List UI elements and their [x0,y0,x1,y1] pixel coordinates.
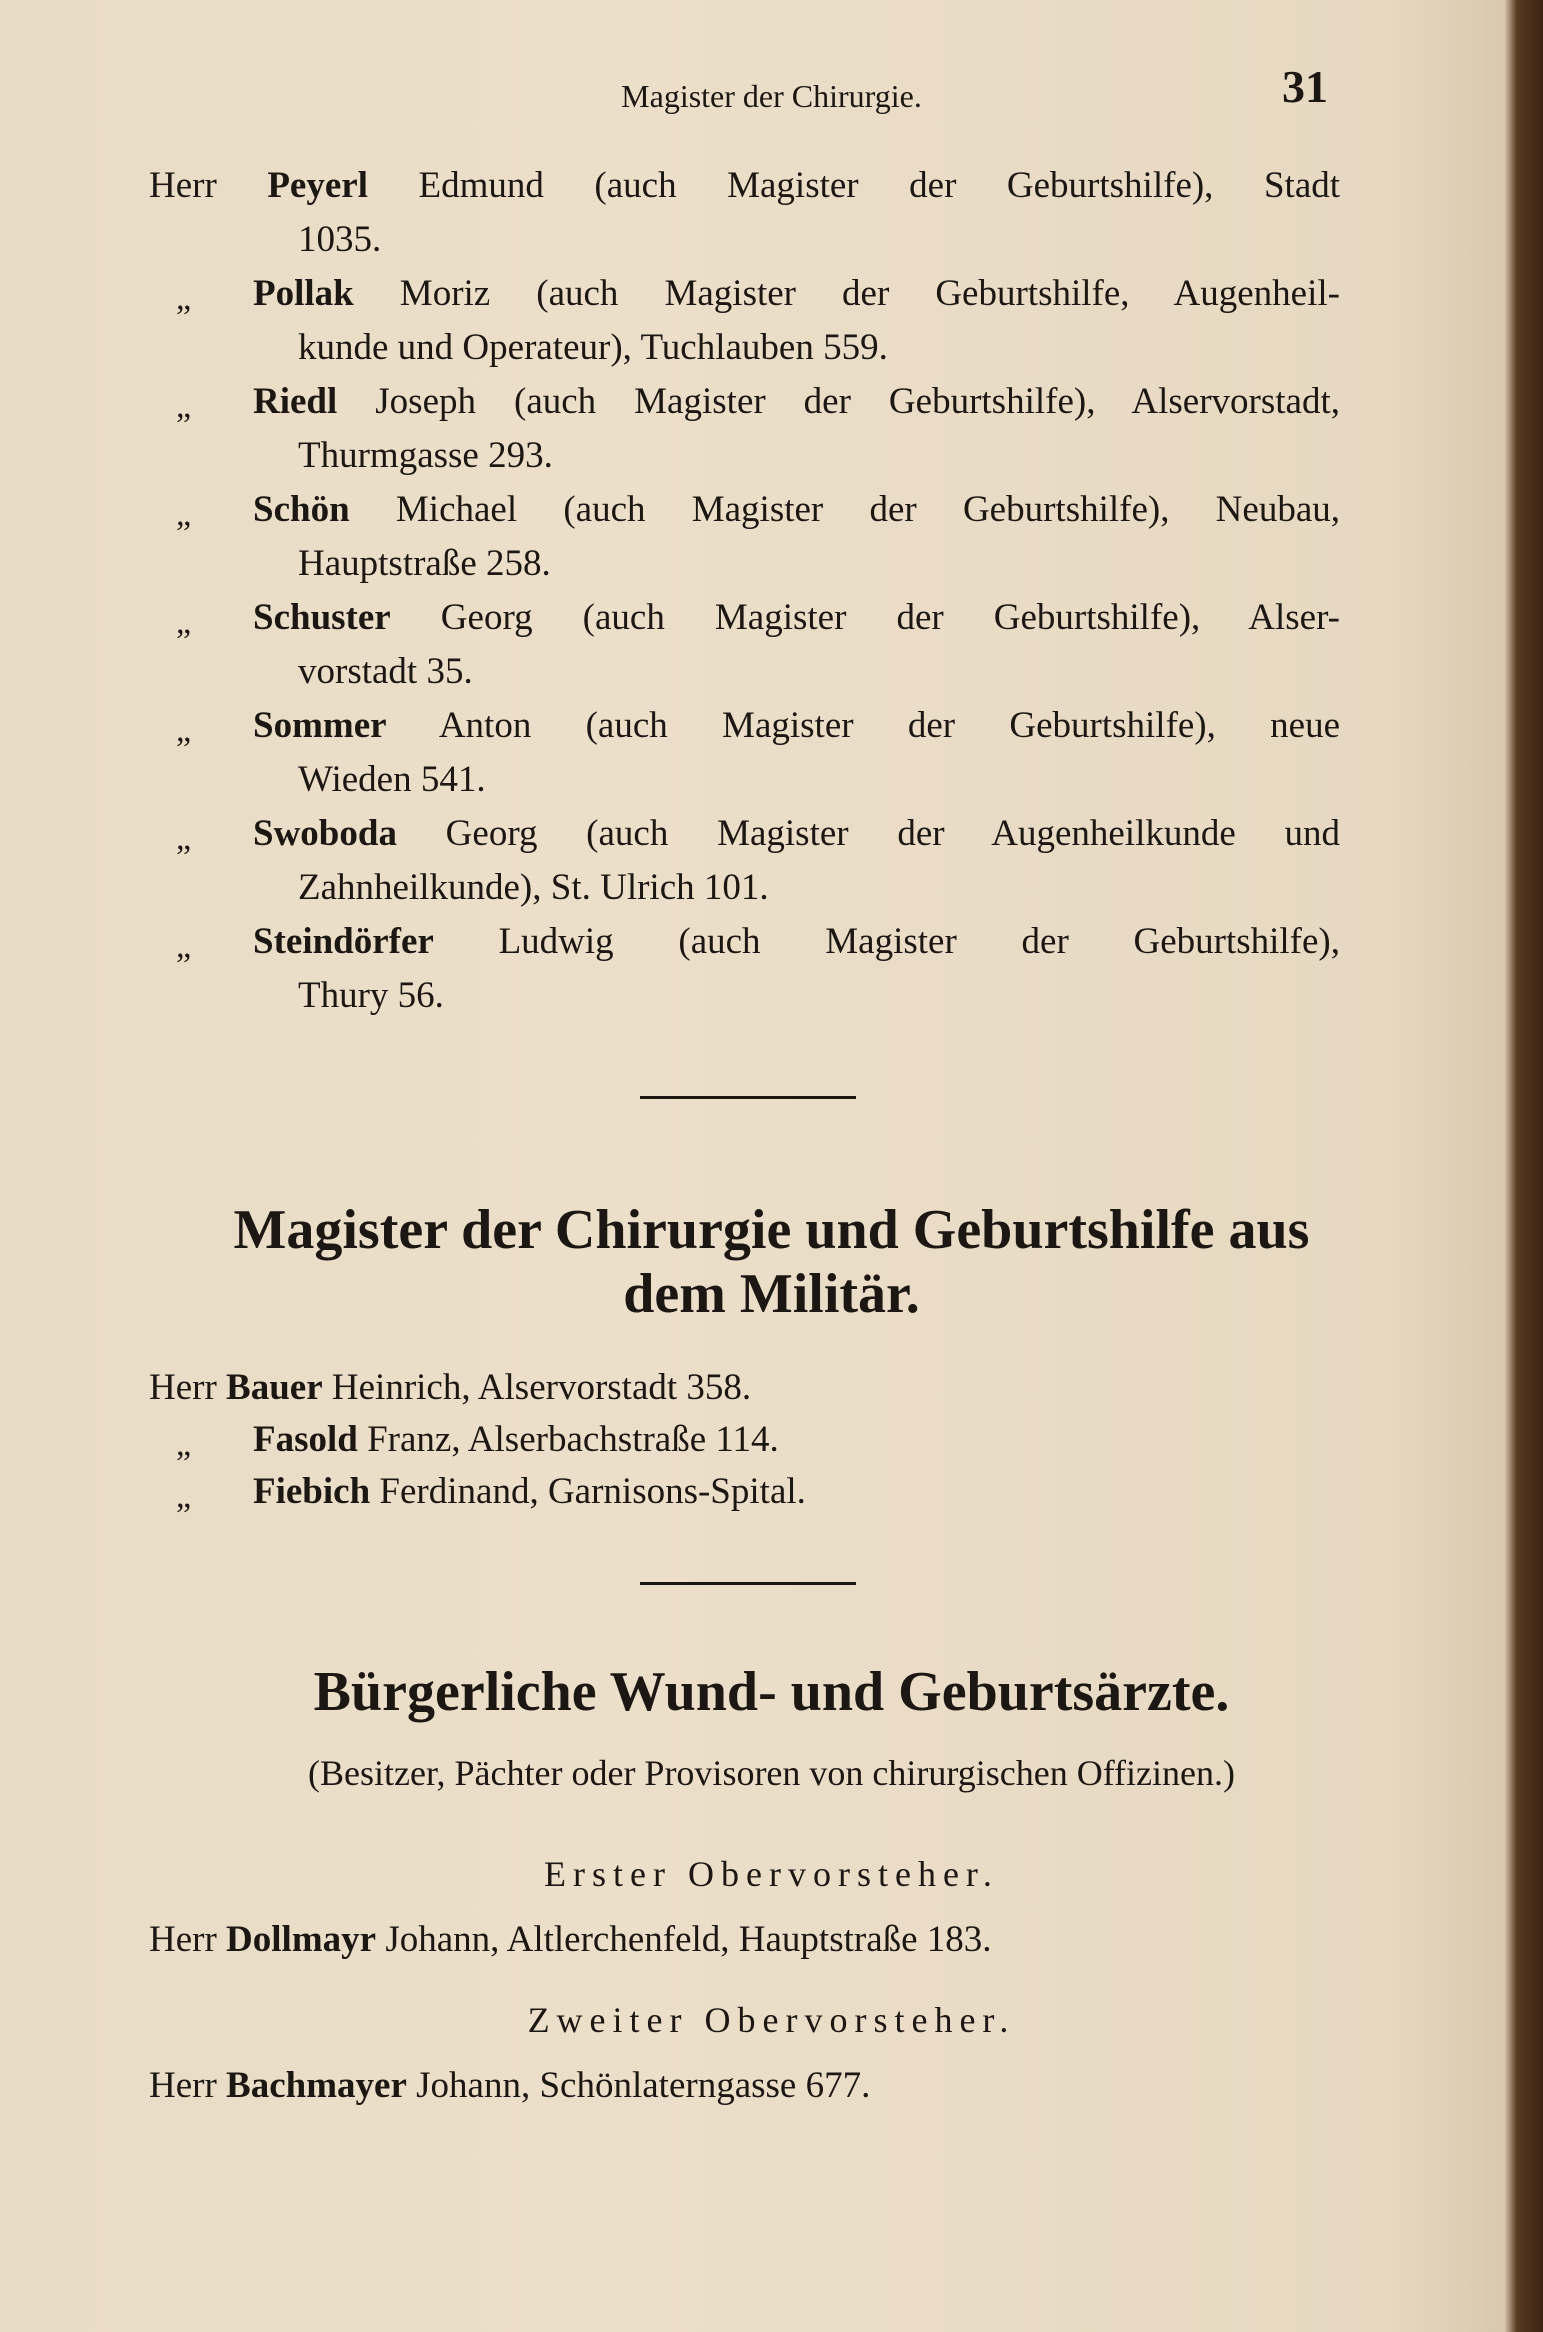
ditto-mark: „ [176,388,192,425]
entry-name: Schön [253,489,350,530]
entry-name: Swoboda [253,813,397,854]
entry-details: Franz, Alserbachstraße 114. [367,1419,779,1460]
entry-name: Peyerl [267,165,368,206]
entry-name: Steindörfer [253,921,434,962]
list-item [149,2064,1340,2108]
entry-details: Anton (auch Magister der Geburtshilfe), neue [438,705,1341,746]
list-item-continuation: Thurmgasse 293. [298,435,553,476]
entry-name: Fiebich [253,1471,371,1512]
entry-prefix: Herr [149,1919,217,1960]
list-item-continuation: Zahnheilkunde), St. Ulrich 101. [298,867,769,908]
entry-prefix: Herr [149,2065,217,2106]
entry-details: Georg (auch Magister der Geburtshilfe), Alser- [440,597,1340,638]
list-item [253,596,1340,640]
entry-details: Johann, Schönlaterngasse 677. [416,2065,871,2106]
list-item-continuation: vorstadt 35. [298,651,473,692]
entry-name: Riedl [253,381,338,422]
entry-details: Ferdinand, Garnisons-Spital. [379,1471,806,1512]
section-heading-military-line2: dem Militär. [623,1263,920,1325]
entry-prefix: Herr [149,165,217,206]
list-item [253,488,1340,532]
ditto-mark: „ [176,928,192,965]
section-heading-wundaerzte: Bürgerliche Wund- und Geburtsärzte. [313,1661,1230,1723]
entry-details: Edmund (auch Magister der Geburtshilfe), Stadt [418,165,1341,206]
entry-prefix: Herr [149,1367,217,1408]
divider [640,1582,856,1585]
entry-name: Sommer [253,705,387,746]
page-number: 31 [1282,61,1328,112]
list-item [253,1470,1444,1514]
first-obervorsteher-heading: Erster Obervorsteher. [544,1854,999,1894]
ditto-mark: „ [176,496,192,533]
list-item [149,1918,1340,1962]
list-item [253,812,1340,856]
entry-details: Georg (auch Magister der Augenheilkunde und [445,813,1340,854]
entry-name: Dollmayr [226,1919,377,1960]
ditto-mark: „ [176,280,192,317]
entry-details: Joseph (auch Magister der Geburtshilfe), Alservorstadt, [375,381,1340,422]
ditto-mark: „ [176,1478,192,1515]
list-item-continuation: kunde und Operateur), Tuchlauben 559. [298,327,888,368]
list-item [253,272,1340,316]
entry-name: Bauer [226,1367,323,1408]
list-item-continuation: 1035. [298,219,382,260]
divider [640,1096,856,1099]
entry-name: Pollak [253,273,354,314]
section-subtitle: (Besitzer, Pächter oder Provisoren von chirurgischen Offizinen.) [308,1753,1235,1793]
section-heading-military-line1: Magister der Chirurgie und Geburtshilfe aus [233,1199,1310,1261]
list-item-continuation: Wieden 541. [298,759,486,800]
entry-name: Schuster [253,597,391,638]
list-item-continuation: Hauptstraße 258. [298,543,551,584]
entry-name: Fasold [253,1419,358,1460]
running-title: Magister der Chirurgie. [621,78,922,114]
entry-details: Moriz (auch Magister der Geburtshilfe, Augenheil- [399,273,1340,314]
entry-details: Johann, Altlerchenfeld, Hauptstraße 183. [385,1919,992,1960]
entry-details: Michael (auch Magister der Geburtshilfe), Neubau, [395,489,1341,530]
list-item [253,1418,1444,1462]
list-item [253,380,1340,424]
list-item [149,1366,1340,1410]
list-item [253,704,1340,748]
list-item [149,164,1340,208]
list-item-continuation: Thury 56. [298,975,444,1016]
entry-details: Heinrich, Alservorstadt 358. [331,1367,752,1408]
second-obervorsteher-heading: Zweiter Obervorsteher. [527,2000,1016,2040]
ditto-mark: „ [176,1426,192,1463]
entry-details: Ludwig (auch Magister der Geburtshilfe), [498,921,1340,962]
list-item [253,920,1340,964]
ditto-mark: „ [176,712,192,749]
ditto-mark: „ [176,820,192,857]
entry-name: Bachmayer [226,2065,407,2106]
ditto-mark: „ [176,604,192,641]
